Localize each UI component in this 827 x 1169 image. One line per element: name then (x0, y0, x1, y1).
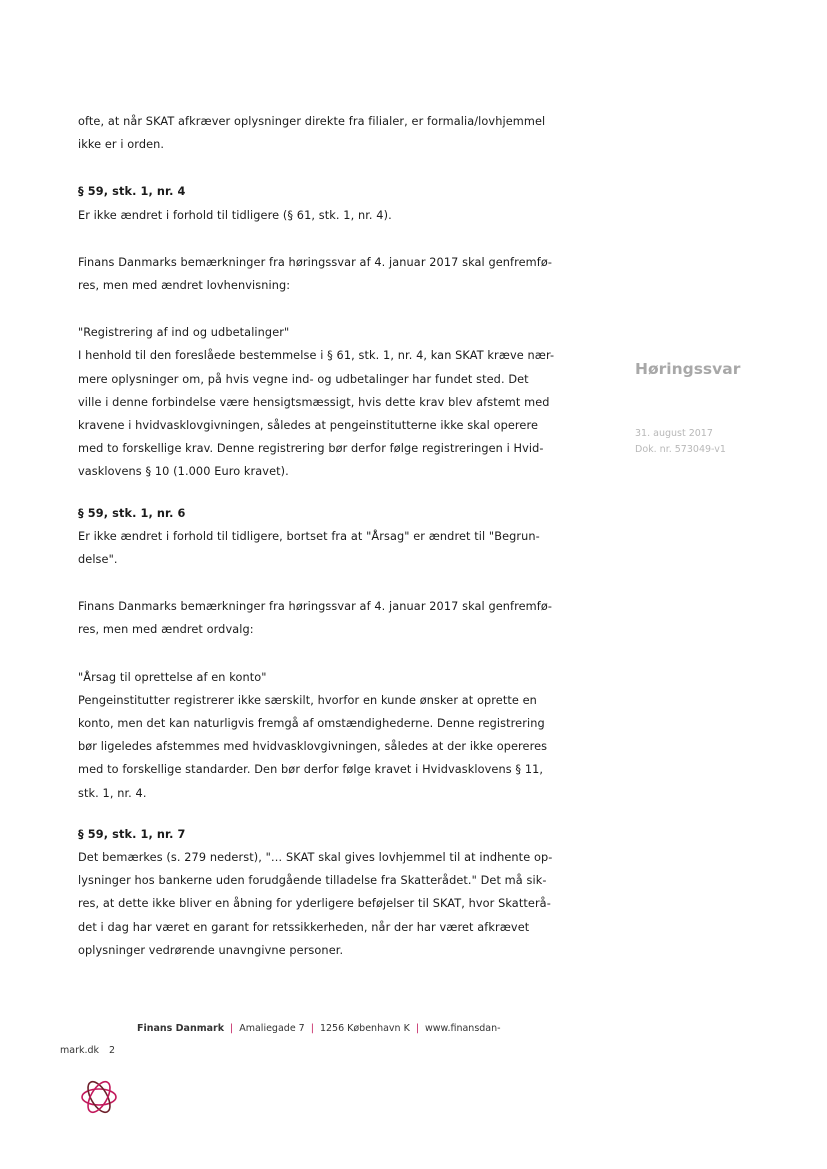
paragraph-line: lysninger hos bankerne uden forudgående tilladelse fra Skatterådet." Det må sik- (78, 874, 547, 888)
paragraph-line: mere oplysninger om, på hvis vegne ind- og udbetalinger har fundet sted. Det (78, 372, 529, 386)
paragraph-line: delse". (78, 553, 118, 567)
document-meta (635, 426, 726, 457)
paragraph-line: vasklovens § 10 (1.000 Euro kravet). (78, 465, 289, 479)
paragraph-line: ville i denne forbindelse være hensigtsmæssigt, hvis dette krav blev afstemt med (78, 395, 550, 409)
footer-address: Amaliegade 7 (239, 1023, 305, 1034)
footer-website-cont[interactable]: mark.dk (60, 1045, 100, 1056)
section-heading: § 59, stk. 1, nr. 6 (78, 506, 186, 520)
paragraph-line: kravene i hvidvasklovgivningen, således at pengeinstitutterne ikke skal operere (78, 419, 539, 433)
footer-city: 1256 København K (319, 1023, 410, 1034)
paragraph-line: ikke er i orden. (78, 138, 165, 152)
paragraph-line: stk. 1, nr. 4. (78, 786, 147, 800)
quote-title: "Registrering af ind og udbetalinger" (78, 326, 290, 340)
footer-website[interactable]: www.finansdan- (425, 1023, 501, 1034)
document-number: Dok. nr. 573049-v1 (635, 443, 726, 455)
paragraph-line: res, men med ændret lovhenvisning: (78, 279, 291, 293)
document-type-title: Høringssvar (635, 360, 741, 378)
footer-separator: | (310, 1023, 314, 1034)
paragraph-line: bør ligeledes afstemmes med hvidvasklovgivningen, således at der ikke opereres (78, 740, 548, 754)
footer-separator: | (230, 1023, 234, 1034)
paragraph-line: det i dag har været en garant for retssikkerheden, når der har været afkrævet (78, 920, 530, 934)
paragraph-line: ofte, at når SKAT afkræver oplysninger direkte fra filialer, er formalia/lovhjemmel (78, 115, 546, 128)
page-footer (60, 1018, 530, 1062)
paragraph-line: Pengeinstitutter registrerer ikke særskilt, hvorfor en kunde ønsker at oprette en (78, 693, 537, 707)
paragraph-line: Er ikke ændret i forhold til tidligere, bortset fra at "Årsag" er ændret til "Begrun- (78, 529, 540, 543)
quote-title: "Årsag til oprettelse af en konto" (78, 670, 267, 684)
paragraph-line: res, at dette ikke bliver en åbning for yderligere beføjelser til SKAT, hvor Skatterå- (78, 897, 551, 911)
page-number: 2 (109, 1045, 116, 1056)
paragraph-line: res, men med ændret ordvalg: (78, 623, 254, 637)
paragraph-line: med to forskellige krav. Denne registrering bør derfor følge registreringen i Hvid- (78, 442, 544, 456)
paragraph-line: konto, men det kan naturligvis fremgå af omstændighederne. Denne registrering (78, 717, 545, 731)
paragraph-line: oplysninger vedrørende unavngivne personer. (78, 943, 344, 957)
section-heading: § 59, stk. 1, nr. 4 (78, 185, 186, 199)
paragraph-line: Finans Danmarks bemærkninger fra høringssvar af 4. januar 2017 skal genfremfø- (78, 600, 553, 614)
body-text (78, 110, 568, 962)
section-heading: § 59, stk. 1, nr. 7 (78, 827, 186, 841)
paragraph-line: Finans Danmarks bemærkninger fra høringssvar af 4. januar 2017 skal genfremfø- (78, 255, 553, 269)
paragraph-line: Er ikke ændret i forhold til tidligere (§ 61, stk. 1, nr. 4). (78, 208, 392, 222)
footer-org: Finans Danmark (137, 1023, 225, 1034)
document-date: 31. august 2017 (635, 428, 713, 439)
finans-danmark-logo-icon (78, 1076, 120, 1118)
paragraph-line: med to forskellige standarder. Den bør derfor følge kravet i Hvidvasklovens § 11, (78, 763, 544, 777)
footer-separator: | (415, 1023, 420, 1034)
paragraph-line: Det bemærkes (s. 279 nederst), "… SKAT skal gives lovhjemmel til at indhente op- (78, 851, 553, 865)
paragraph-line: I henhold til den foreslåede bestemmelse i § 61, stk. 1, nr. 4, kan SKAT kræve nær- (78, 349, 555, 363)
